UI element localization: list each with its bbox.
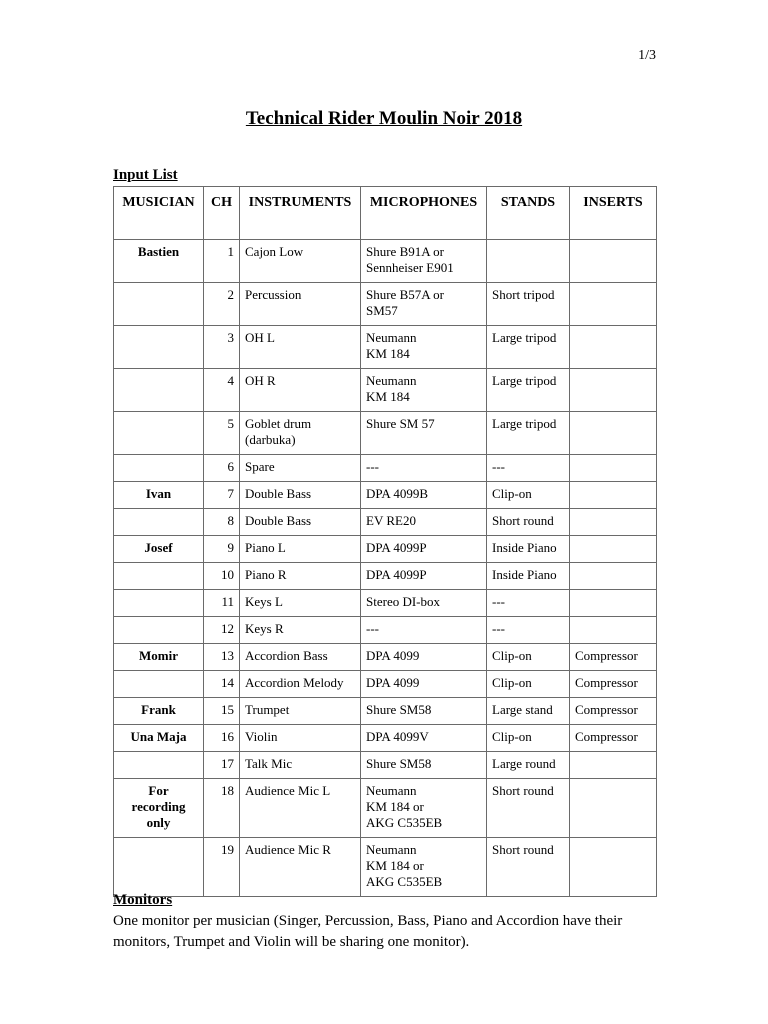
microphone-cell: Neumann KM 184 bbox=[361, 326, 487, 369]
instrument-cell: Talk Mic bbox=[240, 752, 361, 779]
stand-cell: Large tripod bbox=[487, 326, 570, 369]
stand-cell: Large round bbox=[487, 752, 570, 779]
microphone-cell: Shure SM 57 bbox=[361, 412, 487, 455]
microphone-cell: Shure B91A or Sennheiser E901 bbox=[361, 240, 487, 283]
microphone-cell: --- bbox=[361, 455, 487, 482]
stand-cell: Large tripod bbox=[487, 412, 570, 455]
monitors-text: One monitor per musician (Singer, Percussion, Bass, Piano and Accordion have their monitors, Trumpet and Violin will be sharing one monitor). bbox=[113, 913, 623, 950]
stand-cell bbox=[487, 240, 570, 283]
instrument-cell: Trumpet bbox=[240, 698, 361, 725]
musician-cell: Momir bbox=[114, 644, 204, 671]
input-list-body bbox=[114, 240, 657, 897]
insert-cell bbox=[570, 617, 657, 644]
instrument-cell: Keys L bbox=[240, 590, 361, 617]
table-row bbox=[114, 412, 657, 455]
stand-cell: --- bbox=[487, 455, 570, 482]
musician-cell bbox=[114, 617, 204, 644]
stand-cell: Inside Piano bbox=[487, 536, 570, 563]
stand-cell: Short round bbox=[487, 779, 570, 838]
table-row bbox=[114, 644, 657, 671]
page-title: Technical Rider Moulin Noir 2018 bbox=[245, 108, 523, 129]
musician-cell: Bastien bbox=[114, 240, 204, 283]
column-header-inserts: INSERTS bbox=[570, 187, 657, 240]
stand-cell: Inside Piano bbox=[487, 563, 570, 590]
insert-cell bbox=[570, 779, 657, 838]
channel-cell: 19 bbox=[204, 838, 240, 897]
instrument-cell: Percussion bbox=[240, 283, 361, 326]
musician-cell bbox=[114, 838, 204, 897]
channel-cell: 3 bbox=[204, 326, 240, 369]
microphone-cell: Neumann KM 184 or AKG C535EB bbox=[361, 838, 487, 897]
column-header-microphones: MICROPHONES bbox=[361, 187, 487, 240]
table-row bbox=[114, 326, 657, 369]
table-row bbox=[114, 752, 657, 779]
instrument-cell: Violin bbox=[240, 725, 361, 752]
stand-cell: Clip-on bbox=[487, 482, 570, 509]
microphone-cell: DPA 4099B bbox=[361, 482, 487, 509]
instrument-cell: Accordion Melody bbox=[240, 671, 361, 698]
table-row bbox=[114, 779, 657, 838]
column-header-instruments: INSTRUMENTS bbox=[240, 187, 361, 240]
channel-cell: 14 bbox=[204, 671, 240, 698]
table-row bbox=[114, 671, 657, 698]
table-row bbox=[114, 455, 657, 482]
stand-cell: Short tripod bbox=[487, 283, 570, 326]
table-row bbox=[114, 590, 657, 617]
insert-cell bbox=[570, 240, 657, 283]
insert-cell bbox=[570, 412, 657, 455]
input-list-heading: Input List bbox=[113, 167, 178, 183]
table-row bbox=[114, 369, 657, 412]
instrument-cell: Audience Mic R bbox=[240, 838, 361, 897]
page-number: 1/3 bbox=[638, 48, 656, 63]
microphone-cell: Shure SM58 bbox=[361, 698, 487, 725]
insert-cell bbox=[570, 536, 657, 563]
insert-cell: Compressor bbox=[570, 698, 657, 725]
table-row bbox=[114, 563, 657, 590]
stand-cell: Clip-on bbox=[487, 671, 570, 698]
microphone-cell: DPA 4099P bbox=[361, 536, 487, 563]
table-row bbox=[114, 838, 657, 897]
table-row bbox=[114, 698, 657, 725]
channel-cell: 12 bbox=[204, 617, 240, 644]
insert-cell bbox=[570, 752, 657, 779]
musician-cell bbox=[114, 590, 204, 617]
channel-cell: 4 bbox=[204, 369, 240, 412]
microphone-cell: DPA 4099 bbox=[361, 671, 487, 698]
insert-cell bbox=[570, 369, 657, 412]
musician-cell bbox=[114, 509, 204, 536]
insert-cell bbox=[570, 838, 657, 897]
channel-cell: 13 bbox=[204, 644, 240, 671]
instrument-cell: Keys R bbox=[240, 617, 361, 644]
insert-cell: Compressor bbox=[570, 671, 657, 698]
insert-cell bbox=[570, 326, 657, 369]
monitors-heading: Monitors bbox=[113, 892, 173, 908]
instrument-cell: OH R bbox=[240, 369, 361, 412]
instrument-cell: Double Bass bbox=[240, 509, 361, 536]
column-header-stands: STANDS bbox=[487, 187, 570, 240]
stand-cell: --- bbox=[487, 617, 570, 644]
channel-cell: 18 bbox=[204, 779, 240, 838]
channel-cell: 9 bbox=[204, 536, 240, 563]
channel-cell: 2 bbox=[204, 283, 240, 326]
table-row bbox=[114, 536, 657, 563]
insert-cell: Compressor bbox=[570, 725, 657, 752]
table-row bbox=[114, 509, 657, 536]
microphone-cell: Shure B57A or SM57 bbox=[361, 283, 487, 326]
musician-cell: For recording only bbox=[114, 779, 204, 838]
musician-cell bbox=[114, 563, 204, 590]
channel-cell: 1 bbox=[204, 240, 240, 283]
insert-cell bbox=[570, 590, 657, 617]
musician-cell bbox=[114, 455, 204, 482]
table-row bbox=[114, 617, 657, 644]
musician-cell bbox=[114, 369, 204, 412]
channel-cell: 8 bbox=[204, 509, 240, 536]
insert-cell bbox=[570, 455, 657, 482]
table-row bbox=[114, 283, 657, 326]
channel-cell: 17 bbox=[204, 752, 240, 779]
instrument-cell: Cajon Low bbox=[240, 240, 361, 283]
instrument-cell: Goblet drum (darbuka) bbox=[240, 412, 361, 455]
stand-cell: Clip-on bbox=[487, 644, 570, 671]
stand-cell: Short round bbox=[487, 838, 570, 897]
microphone-cell: Shure SM58 bbox=[361, 752, 487, 779]
microphone-cell: --- bbox=[361, 617, 487, 644]
column-header-musician: MUSICIAN bbox=[114, 187, 204, 240]
musician-cell: Frank bbox=[114, 698, 204, 725]
musician-cell: Una Maja bbox=[114, 725, 204, 752]
table-header-row bbox=[114, 187, 657, 240]
channel-cell: 11 bbox=[204, 590, 240, 617]
insert-cell: Compressor bbox=[570, 644, 657, 671]
insert-cell bbox=[570, 563, 657, 590]
stand-cell: Large stand bbox=[487, 698, 570, 725]
instrument-cell: OH L bbox=[240, 326, 361, 369]
channel-cell: 6 bbox=[204, 455, 240, 482]
instrument-cell: Audience Mic L bbox=[240, 779, 361, 838]
musician-cell: Josef bbox=[114, 536, 204, 563]
channel-cell: 16 bbox=[204, 725, 240, 752]
microphone-cell: DPA 4099P bbox=[361, 563, 487, 590]
instrument-cell: Spare bbox=[240, 455, 361, 482]
musician-cell bbox=[114, 671, 204, 698]
insert-cell bbox=[570, 283, 657, 326]
microphone-cell: Neumann KM 184 bbox=[361, 369, 487, 412]
musician-cell bbox=[114, 412, 204, 455]
instrument-cell: Piano R bbox=[240, 563, 361, 590]
table-row bbox=[114, 482, 657, 509]
column-header-ch: CH bbox=[204, 187, 240, 240]
insert-cell bbox=[570, 482, 657, 509]
stand-cell: --- bbox=[487, 590, 570, 617]
table-row bbox=[114, 240, 657, 283]
microphone-cell: DPA 4099 bbox=[361, 644, 487, 671]
stand-cell: Short round bbox=[487, 509, 570, 536]
stand-cell: Large tripod bbox=[487, 369, 570, 412]
instrument-cell: Double Bass bbox=[240, 482, 361, 509]
microphone-cell: DPA 4099V bbox=[361, 725, 487, 752]
instrument-cell: Accordion Bass bbox=[240, 644, 361, 671]
table-row bbox=[114, 725, 657, 752]
insert-cell bbox=[570, 509, 657, 536]
channel-cell: 10 bbox=[204, 563, 240, 590]
instrument-cell: Piano L bbox=[240, 536, 361, 563]
musician-cell bbox=[114, 752, 204, 779]
input-list-table bbox=[113, 186, 657, 897]
musician-cell bbox=[114, 326, 204, 369]
stand-cell: Clip-on bbox=[487, 725, 570, 752]
microphone-cell: Stereo DI-box bbox=[361, 590, 487, 617]
microphone-cell: EV RE20 bbox=[361, 509, 487, 536]
channel-cell: 7 bbox=[204, 482, 240, 509]
microphone-cell: Neumann KM 184 or AKG C535EB bbox=[361, 779, 487, 838]
musician-cell bbox=[114, 283, 204, 326]
channel-cell: 5 bbox=[204, 412, 240, 455]
musician-cell: Ivan bbox=[114, 482, 204, 509]
channel-cell: 15 bbox=[204, 698, 240, 725]
